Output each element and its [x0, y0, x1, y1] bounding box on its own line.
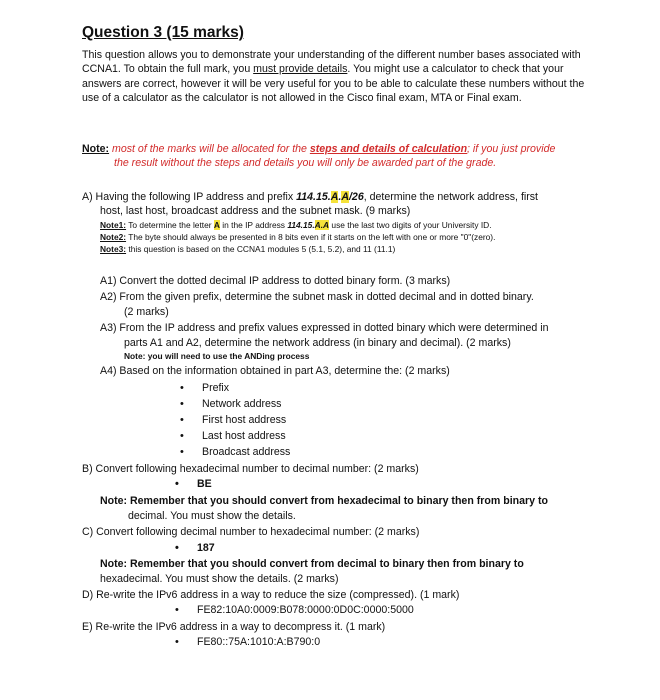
part-a1: A1) Convert the dotted decimal IP address to dotted binary form. (3 marks) [100, 275, 451, 287]
part-a2: A2) From the given prefix, determine the subnet mask in dotted decimal and in dotted binary. [100, 291, 534, 303]
part-a3: A3) From the IP address and prefix values expressed in dotted binary which were determined in [100, 322, 549, 334]
bullet-prefix: • Prefix [202, 381, 229, 395]
grading-note-line2: the result without the steps and details you will only be awarded part of the grade. [114, 157, 497, 169]
part-b-note-line2: decimal. You must show the details. [128, 510, 296, 522]
bullet-first-host: • First host address [202, 413, 286, 427]
part-e: E) Re-write the IPv6 address in a way to decompress it. (1 mark) [82, 621, 386, 633]
part-a2-marks: (2 marks) [124, 306, 169, 318]
part-a-note3: Note3: this question is based on the CCNA1 modules 5 (5.1, 5.2), and 11 (11.1) [100, 244, 396, 254]
question-title: Question 3 (15 marks) [82, 24, 244, 41]
part-a3-note: Note: you will need to use the ANDing process [124, 351, 310, 361]
part-a-heading-line2: host, last host, broadcast address and the subnet mask. (9 marks) [100, 205, 411, 217]
part-e-ipv6: • FE80::75A:1010:A:B790:0 [197, 635, 320, 649]
part-d: D) Re-write the IPv6 address in a way to reduce the size (compressed). (1 mark) [82, 589, 460, 601]
part-c-note: Note: Remember that you should convert from decimal to binary then from binary to [100, 558, 524, 570]
part-c-note-line2: hexadecimal. You must show the details. (2 marks) [100, 573, 339, 585]
part-a-note2: Note2: The byte should always be presented in 8 bits even if it starts on the left with one or more "0"(zero). [100, 232, 496, 242]
bullet-last-host: • Last host address [202, 429, 286, 443]
bullet-broadcast: • Broadcast address [202, 445, 290, 459]
part-a-note1: Note1: To determine the letter A in the IP address 114.15.A.A use the last two digits of your University ID. [100, 220, 492, 230]
part-c-value: • 187 [197, 541, 215, 555]
part-d-ipv6: • FE82:10A0:0009:B078:0000:0D0C:0000:5000 [197, 603, 414, 617]
part-a4: A4) Based on the information obtained in part A3, determine the: (2 marks) [100, 365, 450, 377]
part-b: B) Convert following hexadecimal number to decimal number: (2 marks) [82, 463, 419, 475]
part-b-note: Note: Remember that you should convert from hexadecimal to binary then from binary to [100, 495, 548, 507]
part-b-value: • BE [197, 477, 212, 491]
part-a3-line2: parts A1 and A2, determine the network address (in binary and decimal). (2 marks) [124, 337, 511, 349]
intro-paragraph: This question allows you to demonstrate your understanding of the different number bases associated with CCNA1. To obtain the full mark, you must provide details. You might use a calculator to check that your answers are correct, however it will be very useful for you to be able to calculate these numbers without the use of a calculator as the calculator is not allowed in the Cisco final exam, MTA or Final exam. [82, 49, 585, 104]
bullet-network-address: • Network address [202, 397, 281, 411]
part-c: C) Convert following decimal number to hexadecimal number: (2 marks) [82, 526, 420, 538]
part-a-heading: A) Having the following IP address and prefix 114.15.A.A/26, determine the network address, first [82, 191, 539, 203]
grading-note: Note: most of the marks will be allocated for the steps and details of calculation; if you just provide [82, 143, 556, 155]
